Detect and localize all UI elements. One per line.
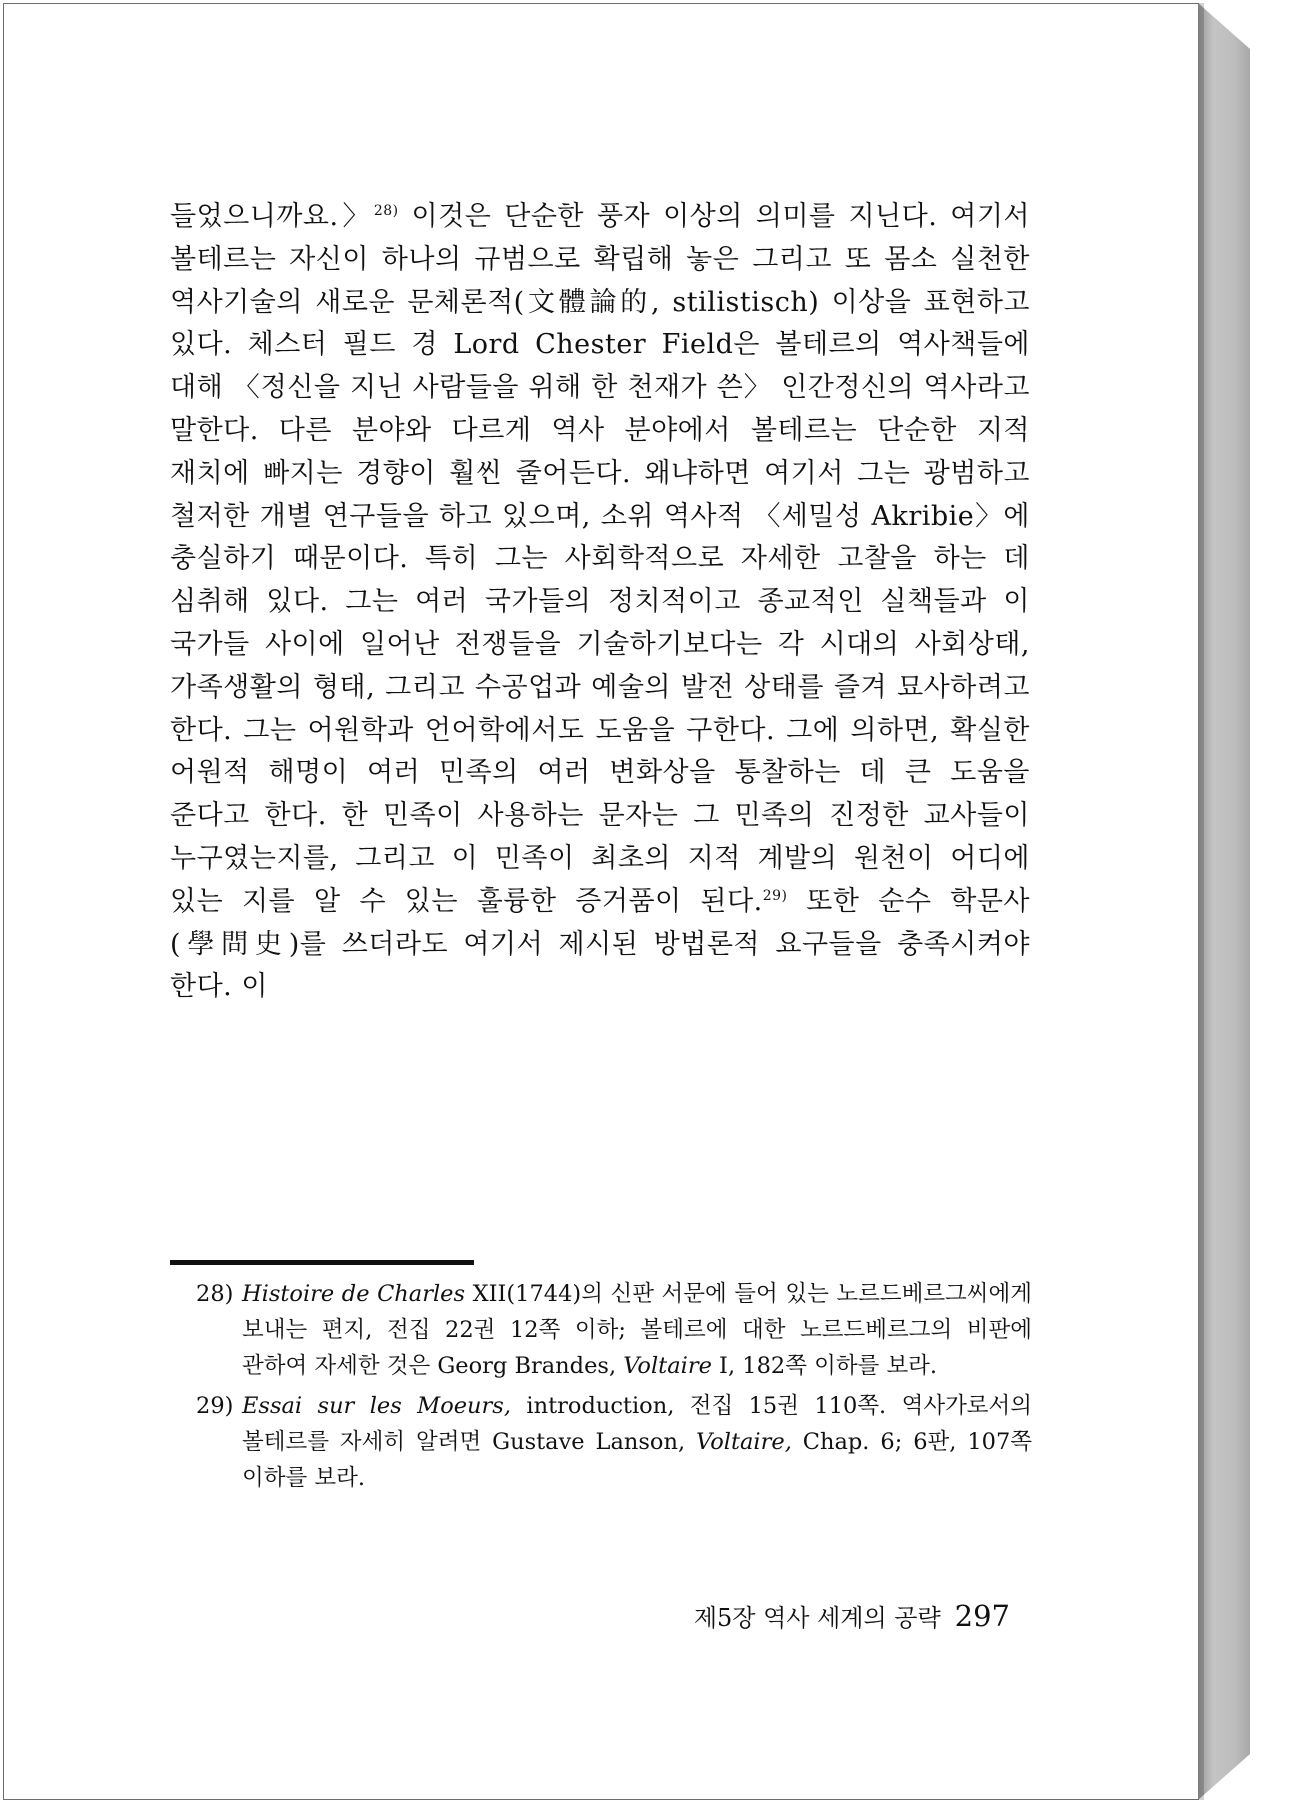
body-paragraph [170,196,1030,1009]
footnote-work-title: Voltaire [623,1353,712,1379]
body-text-part-a: 들었으니까요.〉 [170,201,374,232]
footnote-divider [170,1260,474,1265]
footnote-text-part: introduction, 전집 15권 110쪽. 역사가로서의 볼테르를 자세히 알려면 Gustave Lanson, [242,1393,1033,1455]
running-footer [694,1598,1010,1633]
footnote-title: Essai sur les Moeurs, [242,1393,512,1419]
page-edge [1198,3,1250,1800]
footnote-text [242,1276,1032,1384]
footnote-reference-28: 28) [373,203,399,219]
footnote-text-part: XII(1744)의 신판 서문에 들어 있는 노르드베르그씨에게 보내는 편지, 전집 22권 12쪽 이하; 볼테르에 대한 노르드베르그의 비판에 관하여 자세한 것은 Georg Brandes, [242,1281,1032,1379]
footnote-29 [170,1388,1032,1496]
footnote-text-part: Chap. 6; 6판, 107쪽 이하를 보라. [242,1429,1032,1491]
body-text-part-c: 또한 순수 학문사(學問史)를 쓰더라도 여기서 제시된 방법론적 요구들을 충족시켜야 한다. 이 [170,885,1030,1003]
page-number: 297 [954,1599,1010,1633]
footnote-reference-29: 29) [762,887,788,904]
body-text-part-b: 이것은 단순한 풍자 이상의 의미를 지닌다. 여기서 볼테르는 자신이 하나의 규범으로 확립해 놓은 그리고 또 몸소 실천한 역사기술의 새로운 문체론적(文體論的, stilistisch) 이상을 표현하고 있다. 체스터 필드 경 Lord Chester Field은 볼테르의 역사책들에 대해 〈정신을 지닌 사람들을 위해 한 천재가 쓴〉 인간정신의 역사라고 말한다. 다른 분야와 다르게 역사 분야에서 볼테르는 단순한 지적 재치에 빠지는 경향이 훨씬 줄어든다. 왜냐하면 여기서 그는 광범하고 철저한 개별 연구들을 하고 있으며, 소위 역사적 〈세밀성 Akribie〉에 충실하기 때문이다. 특히 그는 사회학적으로 자세한 고찰을 하는 데 심취해 있다. 그는 여러 국가들의 정치적이고 종교적인 실책들과 이 국가들 사이에 일어난 전쟁들을 기술하기보다는 각 시대의 사회상태, 가족생활의 형태, 그리고 수공업과 예술의 발전 상태를 즐겨 묘사하려고 한다. 그는 어원학과 언어학에서도 도움을 구한다. 그에 의하면, 확실한 어원적 해명이 여러 민족의 여러 변화상을 통찰하는 데 큰 도움을 준다고 한다. 한 민족이 사용하는 문자는 그 민족의 진정한 교사들이 누구였는지를, 그리고 이 민족이 최초의 지적 계발의 원천이 어디에 있는 지를 알 수 있는 훌륭한 증거품이 된다. [170,201,1030,917]
footnote-title: Histoire de Charles [242,1281,466,1307]
footnote-number: 28) [196,1281,234,1307]
page-edge-shadow [1198,3,1204,1800]
footnotes [170,1276,1032,1500]
footnote-work-title: Voltaire, [696,1429,792,1455]
chapter-title: 제5장 역사 세계의 공략 [693,1604,941,1632]
footnote-text [242,1388,1032,1496]
footnote-number: 29) [196,1393,234,1419]
footnote-text-part: I, 182쪽 이하를 보라. [711,1353,938,1379]
footnote-28 [170,1276,1032,1384]
